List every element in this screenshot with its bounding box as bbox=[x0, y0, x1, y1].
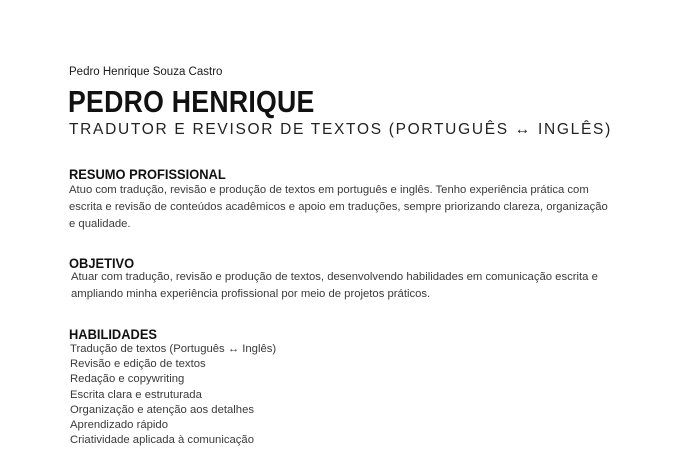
skills-list bbox=[70, 342, 276, 448]
skill-item: Tradução de textos (Português ↔ Inglês) bbox=[70, 343, 277, 355]
skill-item: Redação e copywriting bbox=[70, 373, 185, 386]
skill-item: Aprendizado rápido bbox=[70, 419, 168, 432]
skills-title: HABILIDADES bbox=[69, 326, 158, 342]
summary-text bbox=[69, 182, 608, 233]
display-name-heading: PEDRO HENRIQUE bbox=[68, 84, 315, 119]
skill-item: Revisão e edição de textos bbox=[70, 358, 206, 371]
objective-line: ampliando minha experiência profissional por meio de projetos práticos. bbox=[71, 288, 431, 300]
summary-title: RESUMO PROFISSIONAL bbox=[69, 166, 226, 182]
objective-line: Atuar com tradução, revisão e produção de textos, desenvolvendo habilidades em comunicação escrita e bbox=[71, 271, 598, 283]
objective-title: OBJETIVO bbox=[69, 255, 135, 271]
skill-item: Escrita clara e estruturada bbox=[70, 388, 202, 401]
role-subtitle: TRADUTOR E REVISOR DE TEXTOS (PORTUGUÊS ↔ INGLÊS) bbox=[69, 121, 612, 138]
objective-text bbox=[71, 269, 598, 303]
skill-item: Organização e atenção aos detalhes bbox=[70, 403, 255, 416]
full-name: Pedro Henrique Souza Castro bbox=[69, 66, 223, 78]
skill-item: Criatividade aplicada à comunicação bbox=[70, 434, 254, 447]
summary-line: escrita e revisão de conteúdos acadêmicos e apoio em traduções, sempre priorizando clareza, organização bbox=[69, 201, 608, 213]
summary-line: Atuo com tradução, revisão e produção de textos em português e inglês. Tenho experiência prática com bbox=[69, 184, 589, 196]
summary-line: e qualidade. bbox=[69, 218, 131, 230]
